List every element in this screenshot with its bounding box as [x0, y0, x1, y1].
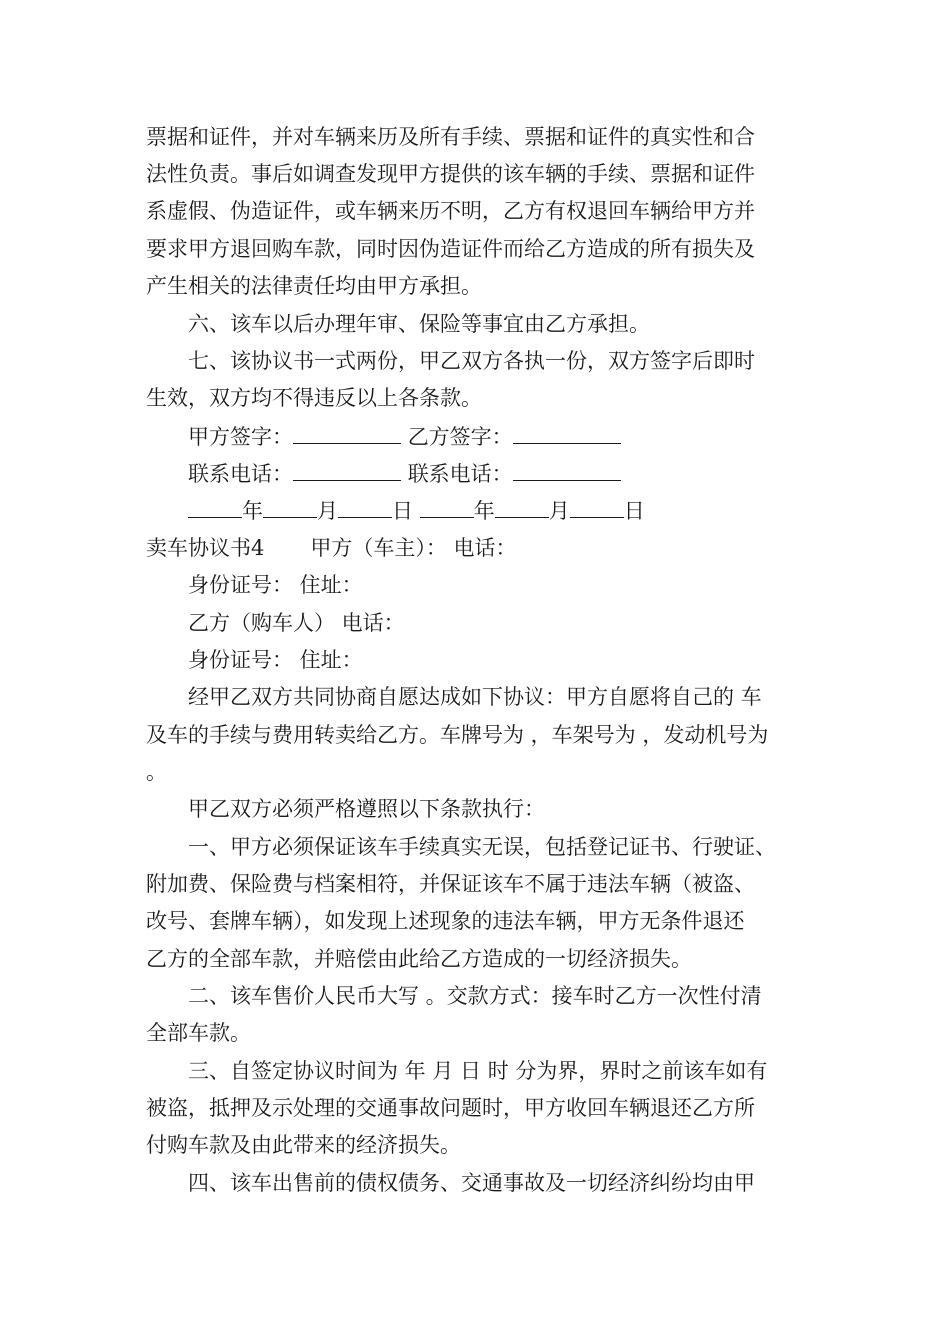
party-a-sign-label: 甲方签字： — [188, 425, 293, 449]
clause-seven: 七、该协议书一式两份，甲乙双方各执一份，双方签字后即时 — [188, 349, 755, 373]
id-b-line: 身份证号： 住址： — [188, 648, 363, 672]
paragraph-line: 票据和证件，并对车辆来历及所有手续、票据和证件的真实性和合 — [146, 125, 755, 149]
date-line — [188, 497, 888, 524]
party-b-sign-label: 乙方签字： — [407, 425, 513, 449]
paragraph-line: 付购车款及由此带来的经济损失。 — [146, 1133, 461, 1157]
paragraph-line: 被盗，抵押及示处理的交通事故问题时，甲方收回车辆退还乙方所 — [146, 1096, 755, 1120]
phone-b-blank — [513, 460, 621, 481]
clause-four: 四、该车出售前的债权债务、交通事故及一切经济纠纷均由甲 — [188, 1171, 755, 1195]
phone-b-label: 联系电话： — [407, 462, 513, 486]
month-label: 月 — [317, 499, 338, 523]
paragraph-line: 。 — [146, 760, 167, 784]
paragraph-line: 要求甲方退回购车款，同时因伪造证件而给乙方造成的所有损失及 — [146, 237, 755, 261]
day-blank — [338, 497, 392, 518]
id-a-line: 身份证号： 住址： — [188, 573, 363, 597]
party-b-line: 乙方（购车人） 电话： — [188, 611, 405, 635]
party-a-line: 甲方（车主）： 电话： — [310, 536, 517, 560]
clause-one: 一、甲方必须保证该车手续真实无误，包括登记证书、行驶证、 — [188, 835, 776, 859]
phone-line — [188, 460, 888, 487]
section-heading — [146, 535, 846, 561]
day-label: 日 — [623, 499, 645, 523]
party-b-sign-blank — [513, 423, 621, 444]
month-blank — [495, 497, 549, 518]
year-blank — [420, 497, 474, 518]
clause-three: 三、自签定协议时间为 年 月 日 时 分为界，界时之前该车如有 — [188, 1059, 768, 1083]
month-blank — [263, 497, 317, 518]
year-label: 年 — [242, 499, 263, 523]
day-blank — [570, 497, 624, 518]
paragraph-line: 改号、套牌车辆），如发现上述现象的违法车辆，甲方无条件退还 — [146, 909, 745, 933]
year-blank — [188, 497, 242, 518]
paragraph-line: 乙方的全部车款，并赔偿由此给乙方造成的一切经济损失。 — [146, 947, 692, 971]
year-label: 年 — [473, 499, 495, 523]
paragraph-line: 产生相关的法律责任均由甲方承担。 — [146, 274, 482, 298]
signature-line — [188, 423, 888, 450]
phone-a-blank — [293, 460, 401, 481]
phone-a-label: 联系电话： — [188, 462, 293, 486]
party-a-sign-blank — [293, 423, 401, 444]
day-label: 日 — [392, 499, 413, 523]
section-title: 卖车协议书4 — [146, 536, 265, 560]
clause-two: 二、该车售价人民币大写 。交款方式：接车时乙方一次性付清 — [188, 984, 762, 1008]
paragraph-line: 法性负责。事后如调查发现甲方提供的该车辆的手续、票据和证件 — [146, 162, 755, 186]
paragraph-line: 全部车款。 — [146, 1021, 251, 1045]
paragraph-line: 系虚假、伪造证件，或车辆来历不明，乙方有权退回车辆给甲方并 — [146, 199, 755, 223]
paragraph-line: 经甲乙双方共同协商自愿达成如下协议：甲方自愿将自己的 车 — [188, 685, 762, 709]
clause-six: 六、该车以后办理年审、保险等事宜由乙方承担。 — [188, 312, 650, 336]
paragraph-line: 甲乙双方必须严格遵照以下条款执行： — [188, 797, 545, 821]
paragraph-line: 生效，双方均不得违反以上各条款。 — [146, 386, 482, 410]
paragraph-line: 附加费、保险费与档案相符，并保证该车不属于违法车辆（被盗、 — [146, 872, 755, 896]
month-label: 月 — [548, 499, 570, 523]
paragraph-line: 及车的手续与费用转卖给乙方。车牌号为 ，车架号为 ，发动机号为 — [146, 723, 769, 747]
